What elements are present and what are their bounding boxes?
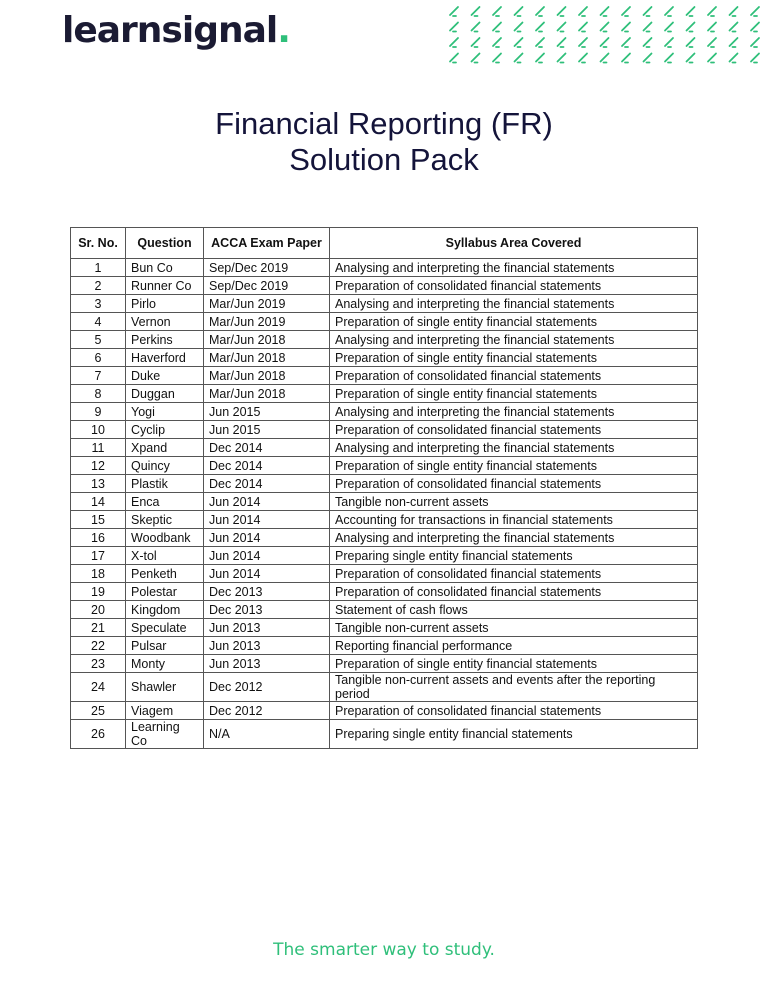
cell-syllabus: Analysing and interpreting the financial statements bbox=[330, 331, 698, 349]
cell-exam-paper: Dec 2012 bbox=[204, 702, 330, 720]
tick-mark bbox=[687, 23, 695, 32]
table-row bbox=[71, 565, 698, 583]
cell-question: Pulsar bbox=[126, 637, 204, 655]
tick-mark bbox=[730, 38, 738, 47]
cell-question: Runner Co bbox=[126, 277, 204, 295]
cell-sr-no: 8 bbox=[71, 385, 126, 403]
tick-mark bbox=[687, 38, 695, 47]
tick-mark bbox=[751, 38, 759, 47]
tick-mark bbox=[536, 7, 544, 16]
cell-sr-no: 1 bbox=[71, 259, 126, 277]
tick-mark bbox=[687, 54, 695, 63]
cell-sr-no: 16 bbox=[71, 529, 126, 547]
cell-sr-no: 24 bbox=[71, 673, 126, 702]
cell-question: Kingdom bbox=[126, 601, 204, 619]
cell-exam-paper: Sep/Dec 2019 bbox=[204, 259, 330, 277]
table-header-row bbox=[71, 228, 698, 259]
tick-mark bbox=[601, 54, 609, 63]
table-row bbox=[71, 439, 698, 457]
cell-syllabus: Analysing and interpreting the financial statements bbox=[330, 403, 698, 421]
tick-mark bbox=[579, 7, 587, 16]
table-row bbox=[71, 421, 698, 439]
decorative-tick-pattern bbox=[446, 3, 768, 65]
cell-exam-paper: Dec 2013 bbox=[204, 601, 330, 619]
cell-question: Bun Co bbox=[126, 259, 204, 277]
cell-syllabus: Analysing and interpreting the financial statements bbox=[330, 295, 698, 313]
tick-mark bbox=[708, 54, 716, 63]
cell-syllabus: Reporting financial performance bbox=[330, 637, 698, 655]
cell-sr-no: 21 bbox=[71, 619, 126, 637]
cell-exam-paper: Dec 2014 bbox=[204, 475, 330, 493]
tick-mark bbox=[601, 7, 609, 16]
cell-syllabus: Preparation of consolidated financial statements bbox=[330, 367, 698, 385]
cell-syllabus: Preparation of single entity financial statements bbox=[330, 385, 698, 403]
tick-mark bbox=[536, 38, 544, 47]
table-row bbox=[71, 367, 698, 385]
learnsignal-logo bbox=[62, 10, 290, 51]
table-row bbox=[71, 385, 698, 403]
table-row bbox=[71, 702, 698, 720]
cell-exam-paper: Mar/Jun 2018 bbox=[204, 349, 330, 367]
cell-syllabus: Preparation of consolidated financial statements bbox=[330, 277, 698, 295]
tick-mark bbox=[450, 38, 458, 47]
tick-mark bbox=[665, 38, 673, 47]
tick-mark bbox=[493, 54, 501, 63]
tick-mark bbox=[558, 38, 566, 47]
cell-syllabus: Preparing single entity financial statements bbox=[330, 547, 698, 565]
cell-exam-paper: N/A bbox=[204, 720, 330, 749]
cell-question: Yogi bbox=[126, 403, 204, 421]
table-row bbox=[71, 720, 698, 749]
cell-syllabus: Accounting for transactions in financial statements bbox=[330, 511, 698, 529]
tick-mark bbox=[450, 23, 458, 32]
cell-syllabus: Analysing and interpreting the financial statements bbox=[330, 259, 698, 277]
tick-mark bbox=[601, 38, 609, 47]
table-row bbox=[71, 673, 698, 702]
header-question: Question bbox=[126, 228, 204, 259]
cell-exam-paper: Jun 2014 bbox=[204, 529, 330, 547]
header-syllabus: Syllabus Area Covered bbox=[330, 228, 698, 259]
tick-mark bbox=[665, 23, 673, 32]
tick-mark bbox=[558, 54, 566, 63]
cell-exam-paper: Dec 2012 bbox=[204, 673, 330, 702]
tick-mark bbox=[730, 23, 738, 32]
cell-question: Enca bbox=[126, 493, 204, 511]
cell-question: Quincy bbox=[126, 457, 204, 475]
tick-mark bbox=[622, 38, 630, 47]
cell-question: Speculate bbox=[126, 619, 204, 637]
cell-sr-no: 13 bbox=[71, 475, 126, 493]
cell-syllabus: Preparation of consolidated financial statements bbox=[330, 702, 698, 720]
tick-mark bbox=[515, 7, 523, 16]
tick-mark bbox=[579, 38, 587, 47]
tick-mark bbox=[751, 7, 759, 16]
tick-mark bbox=[751, 23, 759, 32]
cell-question: Shawler bbox=[126, 673, 204, 702]
tick-mark bbox=[472, 38, 480, 47]
tick-mark bbox=[665, 7, 673, 16]
cell-sr-no: 6 bbox=[71, 349, 126, 367]
cell-exam-paper: Jun 2014 bbox=[204, 511, 330, 529]
tick-mark bbox=[450, 54, 458, 63]
cell-sr-no: 25 bbox=[71, 702, 126, 720]
tick-mark bbox=[730, 54, 738, 63]
cell-sr-no: 11 bbox=[71, 439, 126, 457]
cell-question: Pirlo bbox=[126, 295, 204, 313]
cell-sr-no: 10 bbox=[71, 421, 126, 439]
table-row bbox=[71, 493, 698, 511]
cell-sr-no: 4 bbox=[71, 313, 126, 331]
tick-mark bbox=[665, 54, 673, 63]
tick-mark bbox=[450, 7, 458, 16]
cell-exam-paper: Mar/Jun 2019 bbox=[204, 313, 330, 331]
title-line-2: Solution Pack bbox=[289, 142, 479, 177]
cell-sr-no: 18 bbox=[71, 565, 126, 583]
table-row bbox=[71, 583, 698, 601]
cell-question: Monty bbox=[126, 655, 204, 673]
table-row bbox=[71, 403, 698, 421]
cell-syllabus: Preparation of consolidated financial statements bbox=[330, 583, 698, 601]
tick-mark bbox=[708, 23, 716, 32]
cell-sr-no: 15 bbox=[71, 511, 126, 529]
cell-question: Haverford bbox=[126, 349, 204, 367]
cell-syllabus: Analysing and interpreting the financial statements bbox=[330, 439, 698, 457]
cell-sr-no: 7 bbox=[71, 367, 126, 385]
cell-syllabus: Preparation of single entity financial statements bbox=[330, 349, 698, 367]
cell-question: Learning Co bbox=[126, 720, 204, 749]
cell-exam-paper: Mar/Jun 2018 bbox=[204, 385, 330, 403]
cell-exam-paper: Mar/Jun 2018 bbox=[204, 367, 330, 385]
cell-syllabus: Preparation of single entity financial statements bbox=[330, 457, 698, 475]
tick-mark bbox=[687, 7, 695, 16]
cell-question: Polestar bbox=[126, 583, 204, 601]
cell-question: Skeptic bbox=[126, 511, 204, 529]
cell-syllabus: Preparation of consolidated financial statements bbox=[330, 475, 698, 493]
cell-sr-no: 9 bbox=[71, 403, 126, 421]
cell-exam-paper: Dec 2014 bbox=[204, 439, 330, 457]
table-row bbox=[71, 349, 698, 367]
table-row bbox=[71, 475, 698, 493]
table-row bbox=[71, 457, 698, 475]
cell-sr-no: 22 bbox=[71, 637, 126, 655]
logo-dot: . bbox=[277, 10, 290, 51]
cell-exam-paper: Jun 2015 bbox=[204, 421, 330, 439]
cell-exam-paper: Jun 2014 bbox=[204, 565, 330, 583]
tick-mark bbox=[708, 7, 716, 16]
tick-mark bbox=[622, 7, 630, 16]
cell-exam-paper: Jun 2013 bbox=[204, 637, 330, 655]
cell-sr-no: 14 bbox=[71, 493, 126, 511]
tick-mark bbox=[622, 23, 630, 32]
title-line-1: Financial Reporting (FR) bbox=[215, 106, 553, 141]
cell-question: X-tol bbox=[126, 547, 204, 565]
tick-mark bbox=[644, 23, 652, 32]
tick-mark bbox=[472, 23, 480, 32]
cell-exam-paper: Dec 2014 bbox=[204, 457, 330, 475]
cell-syllabus: Preparation of consolidated financial statements bbox=[330, 421, 698, 439]
header-exam-paper: ACCA Exam Paper bbox=[204, 228, 330, 259]
footer-tagline: The smarter way to study. bbox=[273, 940, 495, 960]
tick-mark bbox=[493, 7, 501, 16]
cell-question: Perkins bbox=[126, 331, 204, 349]
cell-question: Woodbank bbox=[126, 529, 204, 547]
cell-exam-paper: Mar/Jun 2019 bbox=[204, 295, 330, 313]
cell-exam-paper: Dec 2013 bbox=[204, 583, 330, 601]
cell-sr-no: 2 bbox=[71, 277, 126, 295]
solution-table bbox=[70, 227, 698, 749]
cell-question: Xpand bbox=[126, 439, 204, 457]
table-row bbox=[71, 529, 698, 547]
cell-question: Vernon bbox=[126, 313, 204, 331]
cell-question: Cyclip bbox=[126, 421, 204, 439]
cell-syllabus: Tangible non-current assets bbox=[330, 619, 698, 637]
cell-exam-paper: Mar/Jun 2018 bbox=[204, 331, 330, 349]
cell-sr-no: 17 bbox=[71, 547, 126, 565]
tick-mark bbox=[536, 54, 544, 63]
table-row bbox=[71, 511, 698, 529]
table-row bbox=[71, 331, 698, 349]
cell-syllabus: Analysing and interpreting the financial statements bbox=[330, 529, 698, 547]
cell-question: Penketh bbox=[126, 565, 204, 583]
tick-mark bbox=[515, 23, 523, 32]
tick-mark bbox=[622, 54, 630, 63]
cell-exam-paper: Jun 2014 bbox=[204, 493, 330, 511]
tick-mark bbox=[644, 38, 652, 47]
tick-mark bbox=[493, 23, 501, 32]
cell-syllabus: Tangible non-current assets bbox=[330, 493, 698, 511]
cell-syllabus: Preparation of single entity financial statements bbox=[330, 313, 698, 331]
cell-sr-no: 19 bbox=[71, 583, 126, 601]
cell-question: Duggan bbox=[126, 385, 204, 403]
tick-mark bbox=[730, 7, 738, 16]
table-row bbox=[71, 295, 698, 313]
tick-mark bbox=[536, 23, 544, 32]
cell-syllabus: Preparation of consolidated financial statements bbox=[330, 565, 698, 583]
tick-mark bbox=[644, 7, 652, 16]
tick-mark bbox=[751, 54, 759, 63]
tick-mark bbox=[472, 54, 480, 63]
table-row bbox=[71, 619, 698, 637]
cell-syllabus: Preparing single entity financial statements bbox=[330, 720, 698, 749]
cell-exam-paper: Jun 2015 bbox=[204, 403, 330, 421]
cell-sr-no: 20 bbox=[71, 601, 126, 619]
cell-sr-no: 12 bbox=[71, 457, 126, 475]
tick-mark bbox=[708, 38, 716, 47]
cell-syllabus: Tangible non-current assets and events after the reporting period bbox=[330, 673, 698, 702]
tick-mark bbox=[493, 38, 501, 47]
cell-exam-paper: Jun 2013 bbox=[204, 655, 330, 673]
cell-sr-no: 3 bbox=[71, 295, 126, 313]
page-title bbox=[0, 106, 768, 178]
logo-text: learnsignal bbox=[62, 10, 278, 51]
cell-question: Viagem bbox=[126, 702, 204, 720]
tick-mark bbox=[558, 7, 566, 16]
tick-mark bbox=[558, 23, 566, 32]
table-row bbox=[71, 547, 698, 565]
cell-syllabus: Preparation of single entity financial statements bbox=[330, 655, 698, 673]
cell-sr-no: 5 bbox=[71, 331, 126, 349]
table-row bbox=[71, 313, 698, 331]
cell-exam-paper: Sep/Dec 2019 bbox=[204, 277, 330, 295]
cell-sr-no: 23 bbox=[71, 655, 126, 673]
tick-mark bbox=[579, 23, 587, 32]
cell-question: Duke bbox=[126, 367, 204, 385]
table-row bbox=[71, 637, 698, 655]
header-sr-no: Sr. No. bbox=[71, 228, 126, 259]
cell-question: Plastik bbox=[126, 475, 204, 493]
tick-mark bbox=[601, 23, 609, 32]
tick-mark bbox=[515, 38, 523, 47]
cell-sr-no: 26 bbox=[71, 720, 126, 749]
table-row bbox=[71, 277, 698, 295]
tick-mark bbox=[472, 7, 480, 16]
table-row bbox=[71, 655, 698, 673]
tick-mark bbox=[515, 54, 523, 63]
cell-exam-paper: Jun 2014 bbox=[204, 547, 330, 565]
tick-mark bbox=[644, 54, 652, 63]
cell-exam-paper: Jun 2013 bbox=[204, 619, 330, 637]
tick-mark bbox=[579, 54, 587, 63]
table-row bbox=[71, 259, 698, 277]
cell-syllabus: Statement of cash flows bbox=[330, 601, 698, 619]
table-row bbox=[71, 601, 698, 619]
